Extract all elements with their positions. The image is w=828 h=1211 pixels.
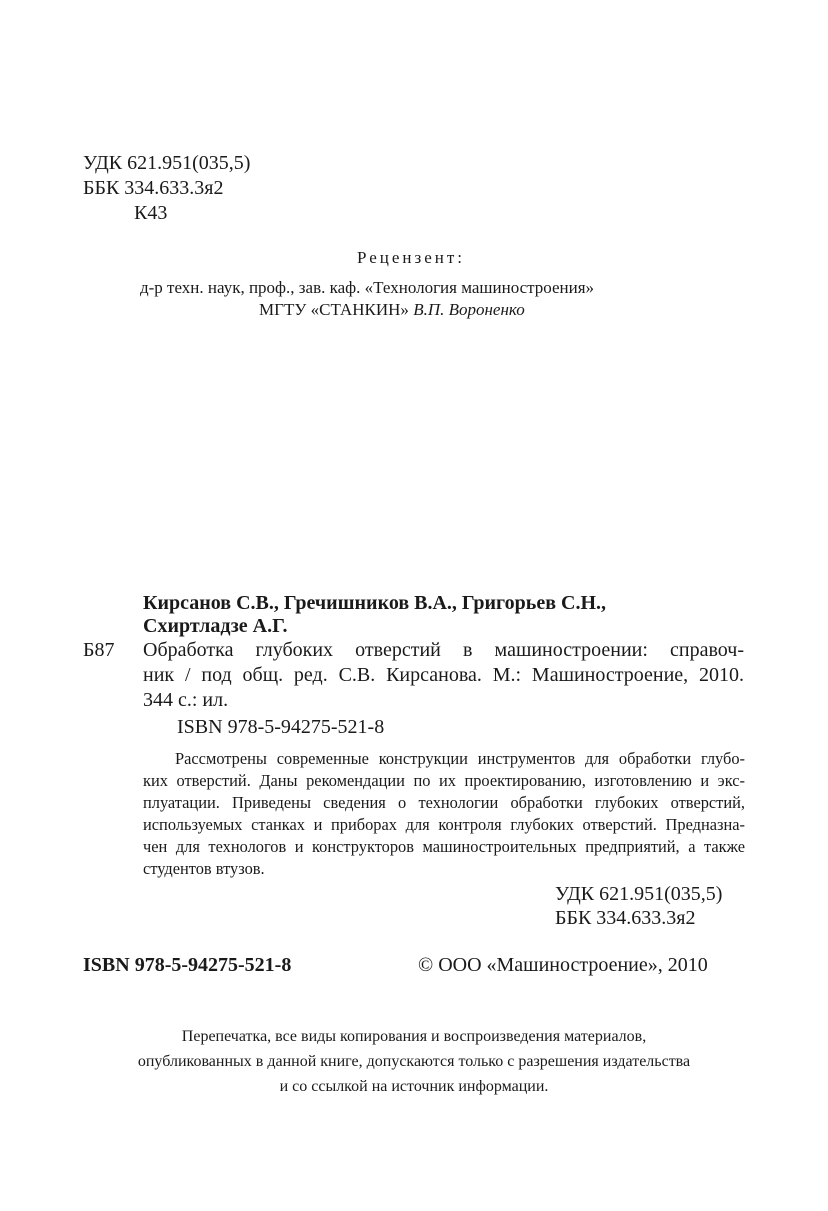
bbk-code-top: ББК 334.633.3я2 bbox=[83, 177, 224, 199]
udk-code-top: УДК 621.951(035,5) bbox=[83, 152, 251, 174]
desc-line-2: ник / под общ. ред. С.В. Кирсанова. М.: Машиностроение, 2010. bbox=[143, 664, 744, 686]
notice-line-2: опубликованных в данной книге, допускаются только с разрешения издательства bbox=[137, 1053, 691, 1070]
desc-line-3: 344 с.: ил. bbox=[143, 689, 229, 711]
bbk-code-bottom: ББК 334.633.3я2 bbox=[555, 907, 696, 929]
reviewer-org: МГТУ «СТАНКИН» bbox=[259, 300, 409, 319]
reviewer-heading: Рецензент: bbox=[357, 248, 466, 267]
authors-line-2: Схиртладзе А.Г. bbox=[143, 615, 288, 637]
reviewer-org-line bbox=[259, 298, 525, 321]
abstract-line-5: чен для технологов и конструкторов машиностроительных предприятий, а также bbox=[143, 837, 745, 856]
copyright: © ООО «Машиностроение», 2010 bbox=[418, 954, 708, 976]
abstract-line-3: плуатации. Приведены сведения о технологии обработки глубоких отверстий, bbox=[143, 793, 745, 812]
reviewer-name: В.П. Вороненко bbox=[413, 300, 525, 319]
authors-line-1: Кирсанов С.В., Гречишников В.А., Григорьев С.Н., bbox=[143, 592, 606, 614]
biblio-code: Б87 bbox=[83, 639, 115, 661]
desc-line-1: Обработка глубоких отверстий в машиностроении: справоч- bbox=[143, 639, 744, 661]
biblio-description bbox=[143, 638, 744, 713]
isbn-bold: ISBN 978-5-94275-521-8 bbox=[83, 954, 292, 976]
reprint-notice bbox=[0, 1024, 828, 1099]
abstract-line-6: студентов втузов. bbox=[143, 859, 265, 878]
notice-line-3: и со ссылкой на источник информации. bbox=[279, 1078, 549, 1095]
reviewer-title-line: д-р техн. наук, проф., зав. каф. «Технология машиностроения» bbox=[140, 278, 595, 297]
author-mark: К43 bbox=[134, 202, 168, 224]
isbn-line: ISBN 978-5-94275-521-8 bbox=[177, 716, 385, 738]
abstract bbox=[143, 748, 745, 880]
abstract-line-1: Рассмотрены современные конструкции инструментов для обработки глубо- bbox=[175, 749, 745, 768]
abstract-line-4: используемых станках и приборах для контроля глубоких отверстий. Предназна- bbox=[143, 815, 745, 834]
abstract-line-2: ких отверстий. Даны рекомендации по их проектированию, изготовлению и экс- bbox=[143, 771, 745, 790]
udk-code-bottom: УДК 621.951(035,5) bbox=[555, 883, 723, 905]
notice-line-1: Перепечатка, все виды копирования и воспроизведения материалов, bbox=[181, 1028, 647, 1045]
